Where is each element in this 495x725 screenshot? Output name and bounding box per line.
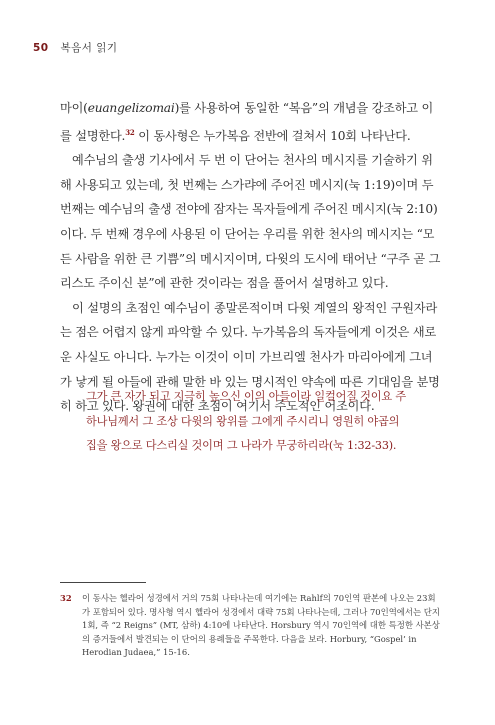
greek-term: euangelizomai [87,101,175,115]
footnote-text: 이 동사는 헬라어 성경에서 거의 75회 나타나는데 여기에는 Rahlf의 70인역 판본에 나오는 23회가 포함되어 있다. 명사형 역시 헬라어 성경에서 대략 75회 나타나는데, 그러나 70인역에서는 단지 1회, 즉 “2 Reigns” (MT, 삼하) 4:10에 나타난다. Horsbury 역시 70인역에 대한 특정한 사본상의 증거들에서 발견되는 이 단어의 용례들을 주목한다. 다음을 보라. Horbury, “Gospel’ in Herodian Judaea,” 15-16. [82,593,440,658]
running-title: 복음서 읽기 [60,42,118,54]
footnote-number: 32 [60,593,72,603]
paragraph-text: )를 사용하여 동일한 “복음”의 개념을 강조하고 이를 설명한다. [60,101,434,143]
footnote-divider [60,582,146,583]
body-text [60,96,442,419]
paragraph-text: 마이( [60,101,88,115]
paragraph: 예수님의 출생 기사에서 두 번 이 단어는 천사의 메시지를 기술하기 위해 사용되고 있는데, 첫 번째는 스가랴에 주어진 메시지(눅 1:19)이며 두 번째는 예수님의 출생 전야에 잠자는 목자들에게 주어진 메시지(눅 2:10)이다. 두 번째 경우에 사용된 이 단어는 우리를 위한 천사의 메시지는 “모든 사람을 위한 큰 기쁨”의 메시지이며, 다윗의 도시에 태어난 “구주 곧 그리스도 주이신 분”에 관한 것이라는 점을 풀어서 설명하고 있다. [60,153,441,291]
footnote [60,592,442,660]
running-header [33,40,118,55]
paragraph: 이 설명의 초점인 예수님이 종말론적이며 다윗 계열의 왕적인 구원자라는 점은 어렵지 않게 파악할 수 있다. 누가복음의 독자들에게 이것은 새로운 사실도 아니다. 누가는 이것이 이미 가브리엘 천사가 마리아에게 그녀가 낳게 될 아들에 관해 말한 바 있는 명시적인 약속에 따른 기대임을 분명히 하고 있다. 왕권에 대한 초점이 여기서 주도적인 어조이다. [60,300,440,414]
paragraph-text: 이 동사형은 누가복음 전반에 걸쳐서 10회 나타난다. [134,128,411,143]
footnote-ref[interactable]: 32 [125,127,135,137]
scripture-quote: 그가 큰 자가 되고 지극히 높으신 이의 아들이라 일컬어질 것이요 주 하나님께서 그 조상 다윗의 왕위를 그에게 주시리니 영원히 야곱의 집을 왕으로 다스리실 것이며 그 나라가 무궁하리라(눅 1:32-33). [86,390,406,453]
page-number: 50 [33,42,49,54]
paragraph [60,96,442,148]
